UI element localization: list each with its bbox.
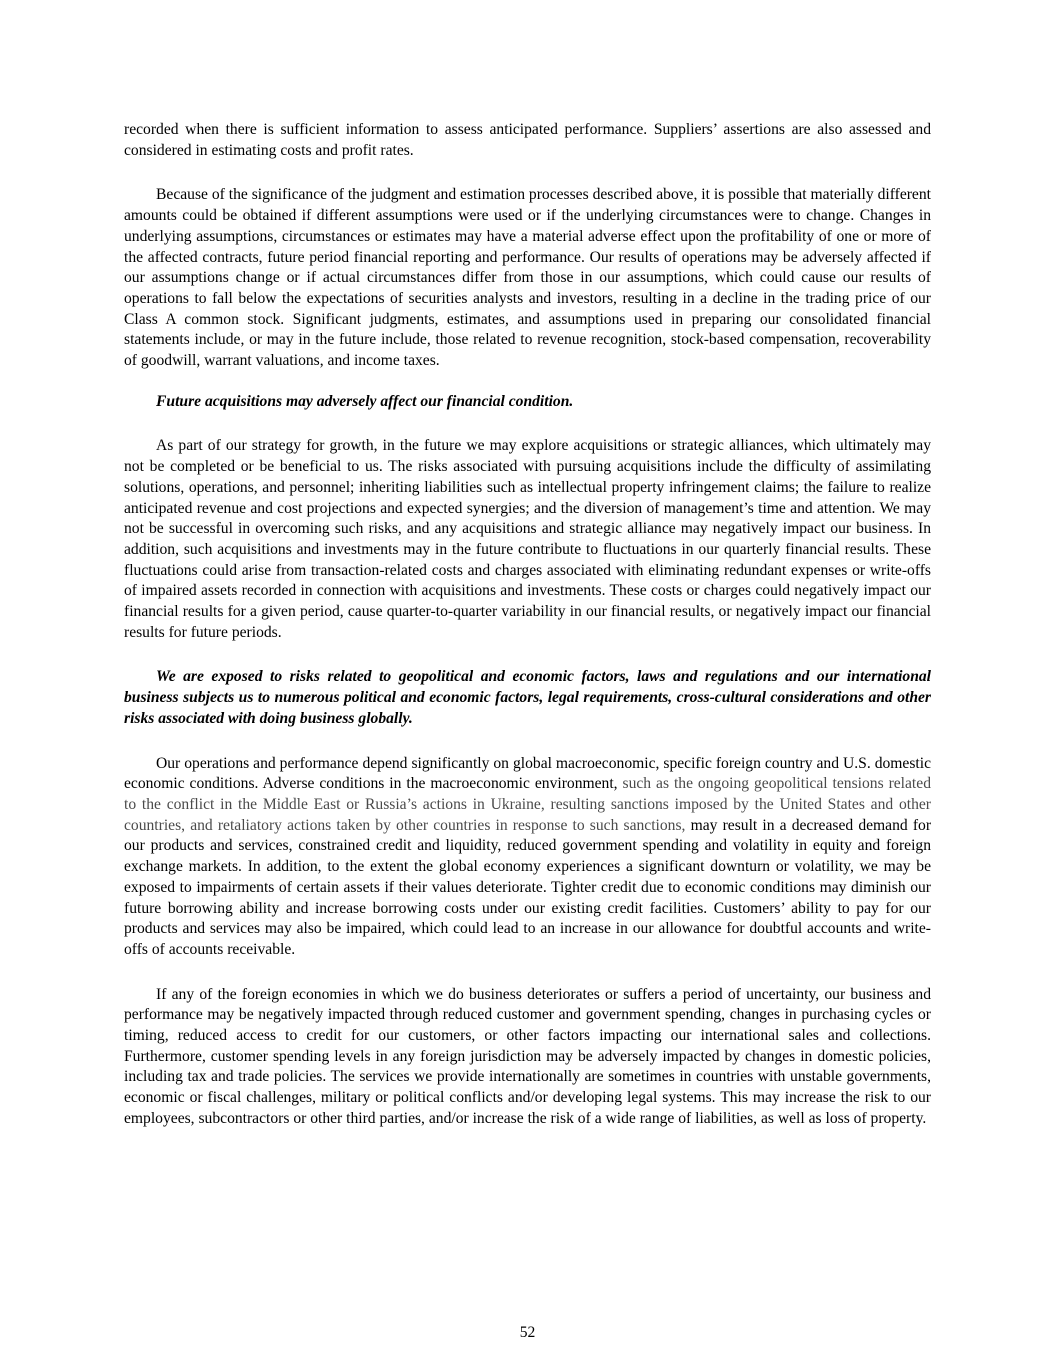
paragraph-continued: recorded when there is sufficient information to assess anticipated performance. Suppliers’ assertions are also assessed and considered in estimating costs and profit rates.	[124, 121, 931, 159]
paragraph-acquisitions: As part of our strategy for growth, in the future we may explore acquisitions or strategic alliances, which ultimately may not be completed or be beneficial to us. The risks associated with pursuing acquisitions include the difficulty of assimilating solutions, operations, and personnel; inheriting liabilities such as intellectual property infringement claims; the failure to realize anticipated revenue and cost projections and expected synergies; and the diversion of management’s time and attention. We may not be successful in overcoming such risks, and any acquisitions and strategic alliance may negatively impact our business. In addition, such acquisitions and investments may in the future contribute to fluctuations in our quarterly financial results. These fluctuations could arise from transaction-related costs and charges associated with eliminating redundant expenses or write-offs of impaired assets recorded in connection with acquisitions and investments. These costs or charges could negatively impact our financial results for a given period, cause quarter-to-quarter variability in our financial results, or negatively impact our financial results for future periods.	[124, 437, 931, 641]
paragraph-macroeconomic-part1: Our operations and performance depend significantly on global macroeconomic, specific foreign country and U.S. domestic economic conditions. Adverse conditions in the macroeconomic environment,	[124, 754, 931, 793]
paragraph-foreign-economies: If any of the foreign economies in which we do business deteriorates or suffers a period of uncertainty, our business and performance may be negatively impacted through reduced customer and government spending, changes in purchasing cycles or timing, reduced access to credit for our customers, or other factors impacting our international sales and collections. Furthermore, customer spending levels in any foreign jurisdiction may be adversely impacted by changes in domestic policies, including tax and trade policies. The services we provide internationally are sometimes in countries with unstable governments, economic or fiscal challenges, military or political conflicts and/or developing legal systems. This may increase the risk to our employees, subcontractors or other third parties, and/or increase the risk of a wide range of liabilities, as well as loss of property.	[124, 985, 931, 1127]
document-body	[124, 120, 931, 1130]
paragraph-estimation-judgment: Because of the significance of the judgment and estimation processes described above, it is possible that materially different amounts could be obtained if different assumptions were used or if the underlying circumstances were to change. Changes in underlying assumptions, circumstances or estimates may have a material adverse effect upon the profitability of one or more of the affected contracts, future period financial reporting and performance. Our results of operations may be adversely affected if our assumptions change or if actual circumstances differ from those in our assumptions, which could cause our results of operations to fall below the expectations of securities analysts and investors, resulting in a decline in the trading price of our Class A common stock. Significant judgments, estimates, and assumptions used in preparing our consolidated financial statements include, or may in the future include, those related to revenue recognition, stock-based compensation, recoverability of goodwill, warrant valuations, and income taxes.	[124, 186, 931, 370]
paragraph-macroeconomic-part3: may result in a decreased demand for our products and services, constrained credit and liquidity, reduced government spending and volatility in equity and foreign exchange markets. In addition, to the extent the global economy experiences a significant downturn or volatility, we may be exposed to impairments of certain assets if their values deteriorate. Tighter credit due to economic conditions may diminish our future borrowing ability and increase borrowing costs under our existing credit facilities. Customers’ ability to pay for our products and services may also be impaired, which could lead to an increase in our allowance for doubtful accounts and write-offs of accounts receivable.	[124, 816, 932, 958]
page-number: 52	[519, 1324, 536, 1341]
section-heading-acquisitions: Future acquisitions may adversely affect our financial condition.	[156, 392, 574, 410]
paragraph-macroeconomic	[124, 754, 931, 961]
paragraph-macroeconomic-sanctions: such as the ongoing geopolitical tensions related to the conflict in the Middle East or Russia’s actions in Ukraine, resulting sanctions imposed by the United States and other countries, and retaliatory actions taken by other countries in response to such sanctions,	[124, 775, 931, 834]
section-heading-geopolitical: We are exposed to risks related to geopolitical and economic factors, laws and regulations and our international business subjects us to numerous political and economic factors, legal requirements, cross-cultural considerations and other risks associated with doing business globally.	[124, 668, 931, 727]
